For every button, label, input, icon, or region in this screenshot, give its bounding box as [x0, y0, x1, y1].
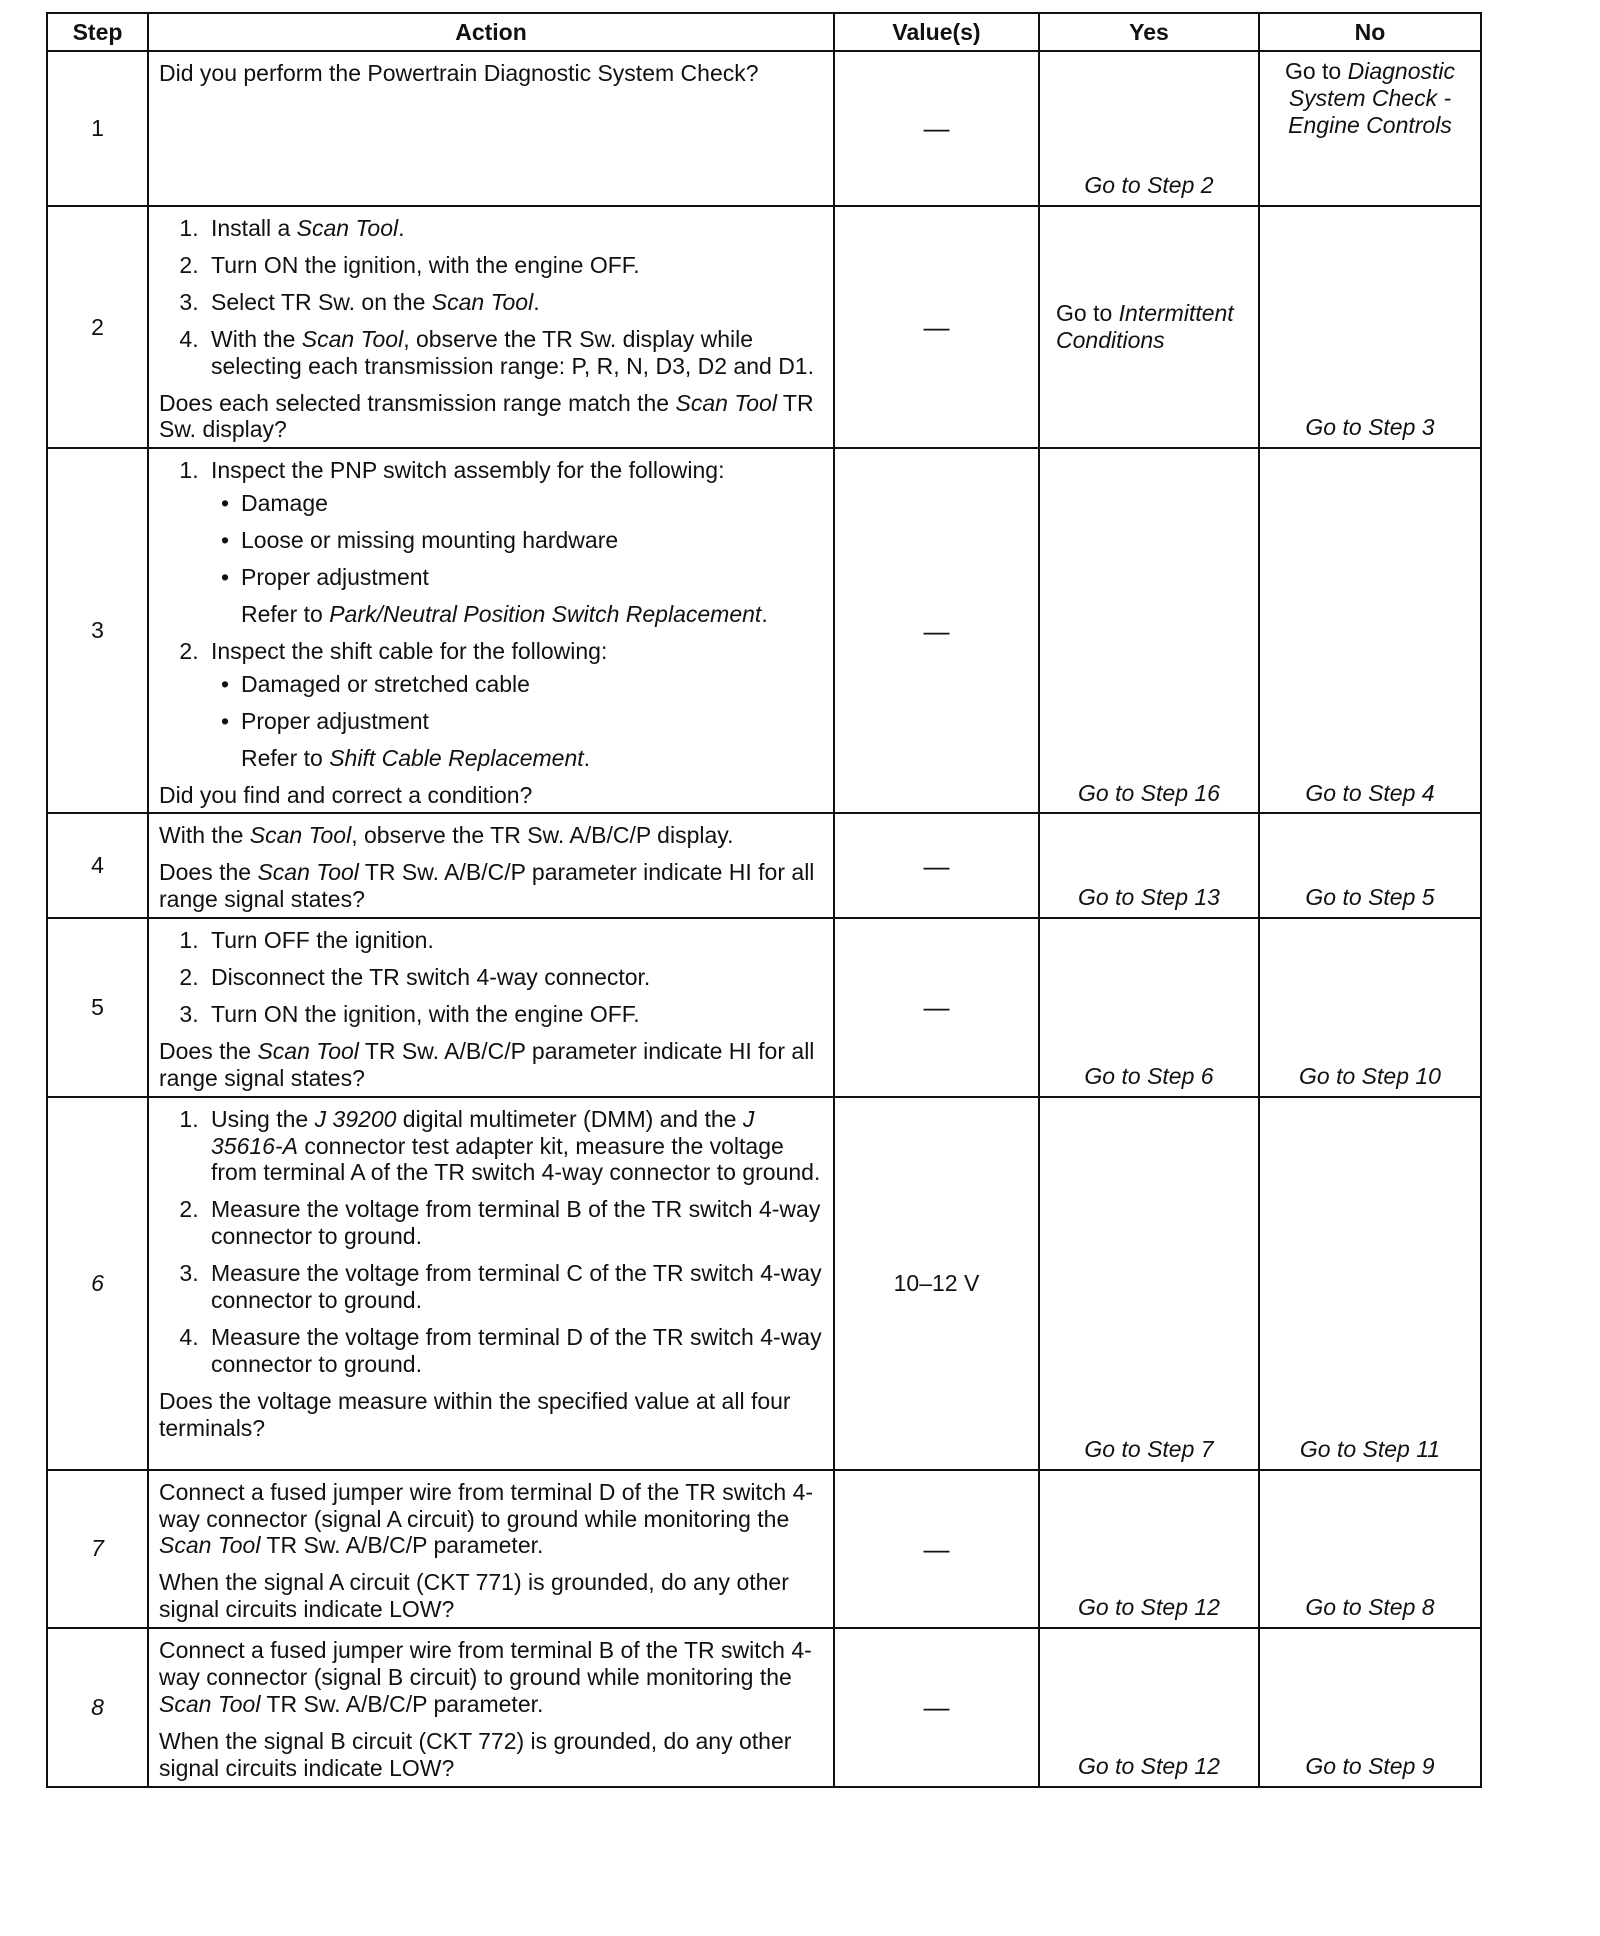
reference-note	[241, 745, 823, 772]
action-cell	[148, 918, 834, 1097]
action-steps-list	[159, 1106, 823, 1378]
value-text: —	[923, 615, 950, 646]
step-number: 6	[47, 1097, 148, 1470]
action-steps-list	[159, 457, 823, 771]
diagnostic-table	[46, 12, 1482, 1788]
value-text: —	[923, 1692, 950, 1723]
value-text: —	[923, 1533, 950, 1564]
yes-cell	[1039, 448, 1259, 813]
yes-link[interactable]: Go to Step 7	[1084, 1435, 1214, 1462]
no-cell	[1259, 813, 1481, 918]
yes-cell	[1039, 918, 1259, 1097]
yes-link[interactable]: Go to Step 13	[1078, 884, 1220, 911]
action-question: When the signal A circuit (CKT 771) is grounded, do any other signal circuits indicate LOW?	[159, 1569, 789, 1623]
value-cell	[834, 813, 1039, 918]
reference-link[interactable]: Shift Cable Replacement	[329, 744, 584, 771]
question-text: Does the	[159, 859, 258, 886]
yes-link[interactable]: Go to Step 12	[1078, 1594, 1220, 1621]
item-text: digital multimeter (DMM) and the	[396, 1105, 743, 1132]
action-cell	[148, 206, 834, 448]
reference-text: Refer to	[241, 600, 330, 627]
bullet-item: • Proper adjustment	[221, 708, 823, 735]
item-text: Inspect the shift cable for the following:	[211, 637, 608, 664]
question-text: Does the	[159, 1037, 258, 1064]
list-item	[205, 326, 823, 380]
value-text: 10–12 V	[893, 1269, 980, 1296]
table-row	[47, 448, 1481, 813]
no-cell	[1259, 1628, 1481, 1787]
no-link[interactable]: Go to Step 3	[1305, 414, 1435, 441]
action-question	[159, 1038, 823, 1092]
action-question: When the signal B circuit (CKT 772) is grounded, do any other signal circuits indicate LOW?	[159, 1727, 792, 1781]
value-cell	[834, 1097, 1039, 1470]
instruction-emphasis: Scan Tool	[159, 1691, 261, 1717]
step-number: 3	[47, 448, 148, 813]
item-text: Inspect the PNP switch assembly for the following:	[211, 457, 725, 484]
value-text: —	[923, 311, 950, 342]
question-text: TR Sw. A/B/C/P parameter indicate HI for all range signal states?	[159, 859, 815, 913]
action-question	[159, 390, 823, 444]
value-cell	[834, 1628, 1039, 1787]
table-row	[47, 918, 1481, 1097]
instruction-text: TR Sw. A/B/C/P parameter.	[260, 1532, 544, 1559]
value-text: —	[923, 992, 950, 1023]
yes-link-prefix: Go to	[1056, 300, 1119, 327]
no-link-target: Diagnostic System Check - Engine Controls	[1288, 58, 1456, 138]
instruction-text: Connect a fused jumper wire from terminal B of the TR switch 4-way connector (signal B circuit) to ground while monitoring the	[159, 1637, 812, 1691]
action-question: Does the voltage measure within the specified value at all four terminals?	[159, 1387, 791, 1441]
no-link[interactable]: Go to Step 11	[1299, 1435, 1441, 1462]
question-emphasis: Scan Tool	[675, 389, 777, 416]
bullet-item: • Loose or missing mounting hardware	[221, 527, 823, 554]
list-item: 3. Turn ON the ignition, with the engine OFF.	[205, 1001, 823, 1028]
yes-link[interactable]: Go to Step 12	[1078, 1752, 1220, 1779]
item-emphasis: Scan Tool	[301, 325, 404, 352]
bullet-item: • Damaged or stretched cable	[221, 671, 823, 698]
question-text: TR Sw. A/B/C/P parameter indicate HI for all range signal states?	[159, 1037, 815, 1091]
header-values: Value(s)	[834, 13, 1039, 51]
value-text: —	[923, 850, 950, 881]
item-text: .	[533, 288, 540, 315]
instruction-emphasis: Scan Tool	[159, 1532, 261, 1559]
action-question: Did you perform the Powertrain Diagnostic System Check?	[159, 60, 759, 86]
question-text: TR Sw. display?	[159, 389, 814, 443]
instruction-text: With the	[159, 822, 250, 849]
yes-link[interactable]: Go to Step 16	[1078, 779, 1220, 806]
item-text: connector test adapter kit, measure the voltage from terminal A of the TR switch 4-way connector to ground.	[211, 1132, 821, 1186]
item-text: .	[398, 215, 405, 241]
yes-link[interactable]	[1056, 300, 1234, 353]
table-row	[47, 51, 1481, 206]
list-item	[205, 638, 823, 772]
action-question	[159, 859, 823, 913]
bullet-list	[211, 671, 823, 735]
step-number: 4	[47, 813, 148, 918]
no-cell	[1259, 1097, 1481, 1470]
step-number: 2	[47, 206, 148, 448]
list-item	[205, 289, 823, 316]
value-cell	[834, 1470, 1039, 1629]
action-cell	[148, 51, 834, 206]
yes-link-target: Intermittent Conditions	[1056, 300, 1234, 354]
header-step: Step	[47, 13, 148, 51]
list-item: 3. Measure the voltage from terminal C of the TR switch 4-way connector to ground.	[205, 1260, 823, 1314]
instruction-text: TR Sw. A/B/C/P parameter.	[260, 1691, 544, 1717]
list-item	[205, 215, 823, 242]
header-yes: Yes	[1039, 13, 1259, 51]
yes-link[interactable]: Go to Step 6	[1084, 1062, 1214, 1089]
tool-ref: J 39200	[314, 1105, 397, 1132]
yes-cell	[1039, 1470, 1259, 1629]
item-emphasis: Scan Tool	[296, 215, 399, 241]
step-number: 5	[47, 918, 148, 1097]
yes-cell	[1039, 1097, 1259, 1470]
bullet-item: • Proper adjustment	[221, 564, 823, 591]
list-item	[205, 252, 823, 279]
value-cell	[834, 51, 1039, 206]
list-item: 2. Measure the voltage from terminal B of the TR switch 4-way connector to ground.	[205, 1196, 823, 1250]
action-cell	[148, 448, 834, 813]
no-cell	[1259, 448, 1481, 813]
table-row	[47, 1470, 1481, 1629]
action-cell	[148, 1470, 834, 1629]
no-link-prefix: Go to	[1284, 58, 1348, 84]
no-link[interactable]: Go to Step 5	[1305, 884, 1435, 911]
action-cell	[148, 813, 834, 918]
item-text: Turn ON the ignition, with the engine OFF.	[211, 251, 640, 278]
bullet-list	[211, 490, 823, 591]
action-instruction	[159, 1479, 823, 1560]
table-row	[47, 1097, 1481, 1470]
header-row	[47, 13, 1481, 51]
action-steps-list	[159, 215, 823, 380]
item-text: Using the	[211, 1105, 315, 1132]
list-item	[205, 1106, 823, 1187]
no-cell	[1259, 51, 1481, 206]
yes-cell	[1039, 51, 1259, 206]
list-item: 2. Disconnect the TR switch 4-way connector.	[205, 964, 823, 991]
question-emphasis: Scan Tool	[257, 1037, 359, 1064]
no-link[interactable]: Go to Step 9	[1305, 1752, 1435, 1779]
table-row	[47, 1628, 1481, 1787]
step-number: 8	[47, 1628, 148, 1787]
instruction-text: , observe the TR Sw. A/B/C/P display.	[351, 822, 734, 849]
tool-ref: J 35616-A	[211, 1105, 755, 1159]
question-text: Does each selected transmission range match the	[159, 389, 676, 416]
reference-note	[241, 601, 823, 628]
step-number: 7	[47, 1470, 148, 1629]
value-cell	[834, 918, 1039, 1097]
item-emphasis: Scan Tool	[431, 288, 534, 315]
action-steps-list	[159, 927, 823, 1028]
instruction-emphasis: Scan Tool	[249, 822, 352, 849]
item-text: Install a	[211, 215, 297, 241]
yes-cell	[1039, 813, 1259, 918]
question-emphasis: Scan Tool	[257, 859, 359, 886]
bullet-item: • Damage	[221, 490, 823, 517]
no-cell	[1259, 918, 1481, 1097]
no-cell	[1259, 1470, 1481, 1629]
action-cell	[148, 1628, 834, 1787]
item-text: Select TR Sw. on the	[211, 288, 432, 315]
reference-text: .	[583, 744, 591, 771]
step-number: 1	[47, 51, 148, 206]
value-cell	[834, 448, 1039, 813]
action-instruction	[159, 822, 823, 849]
action-instruction	[159, 1637, 823, 1718]
table-row	[47, 206, 1481, 448]
no-cell	[1259, 206, 1481, 448]
item-text: , observe the TR Sw. display while selecting each transmission range: P, R, N, D3, D2 and D1.	[211, 325, 814, 379]
value-cell	[834, 206, 1039, 448]
action-question: Did you find and correct a condition?	[159, 781, 533, 808]
no-link[interactable]: Go to Step 8	[1305, 1594, 1435, 1621]
item-text: With the	[211, 325, 302, 352]
yes-cell	[1039, 206, 1259, 448]
header-action: Action	[148, 13, 834, 51]
no-link[interactable]: Go to Step 10	[1299, 1062, 1441, 1089]
list-item: 4. Measure the voltage from terminal D of the TR switch 4-way connector to ground.	[205, 1324, 823, 1378]
value-text: —	[923, 113, 950, 144]
list-item: 1. Turn OFF the ignition.	[205, 927, 823, 954]
header-no: No	[1259, 13, 1481, 51]
yes-link[interactable]: Go to Step 2	[1084, 172, 1214, 199]
reference-link[interactable]: Park/Neutral Position Switch Replacement	[329, 600, 762, 627]
no-link[interactable]	[1285, 58, 1455, 138]
table-row	[47, 813, 1481, 918]
reference-text: Refer to	[241, 744, 330, 771]
list-item	[205, 457, 823, 628]
reference-text: .	[761, 600, 768, 627]
instruction-text: Connect a fused jumper wire from terminal D of the TR switch 4-way connector (signal A circuit) to ground while monitoring the	[159, 1478, 814, 1532]
no-link[interactable]: Go to Step 4	[1305, 779, 1435, 806]
action-cell	[148, 1097, 834, 1470]
yes-cell	[1039, 1628, 1259, 1787]
